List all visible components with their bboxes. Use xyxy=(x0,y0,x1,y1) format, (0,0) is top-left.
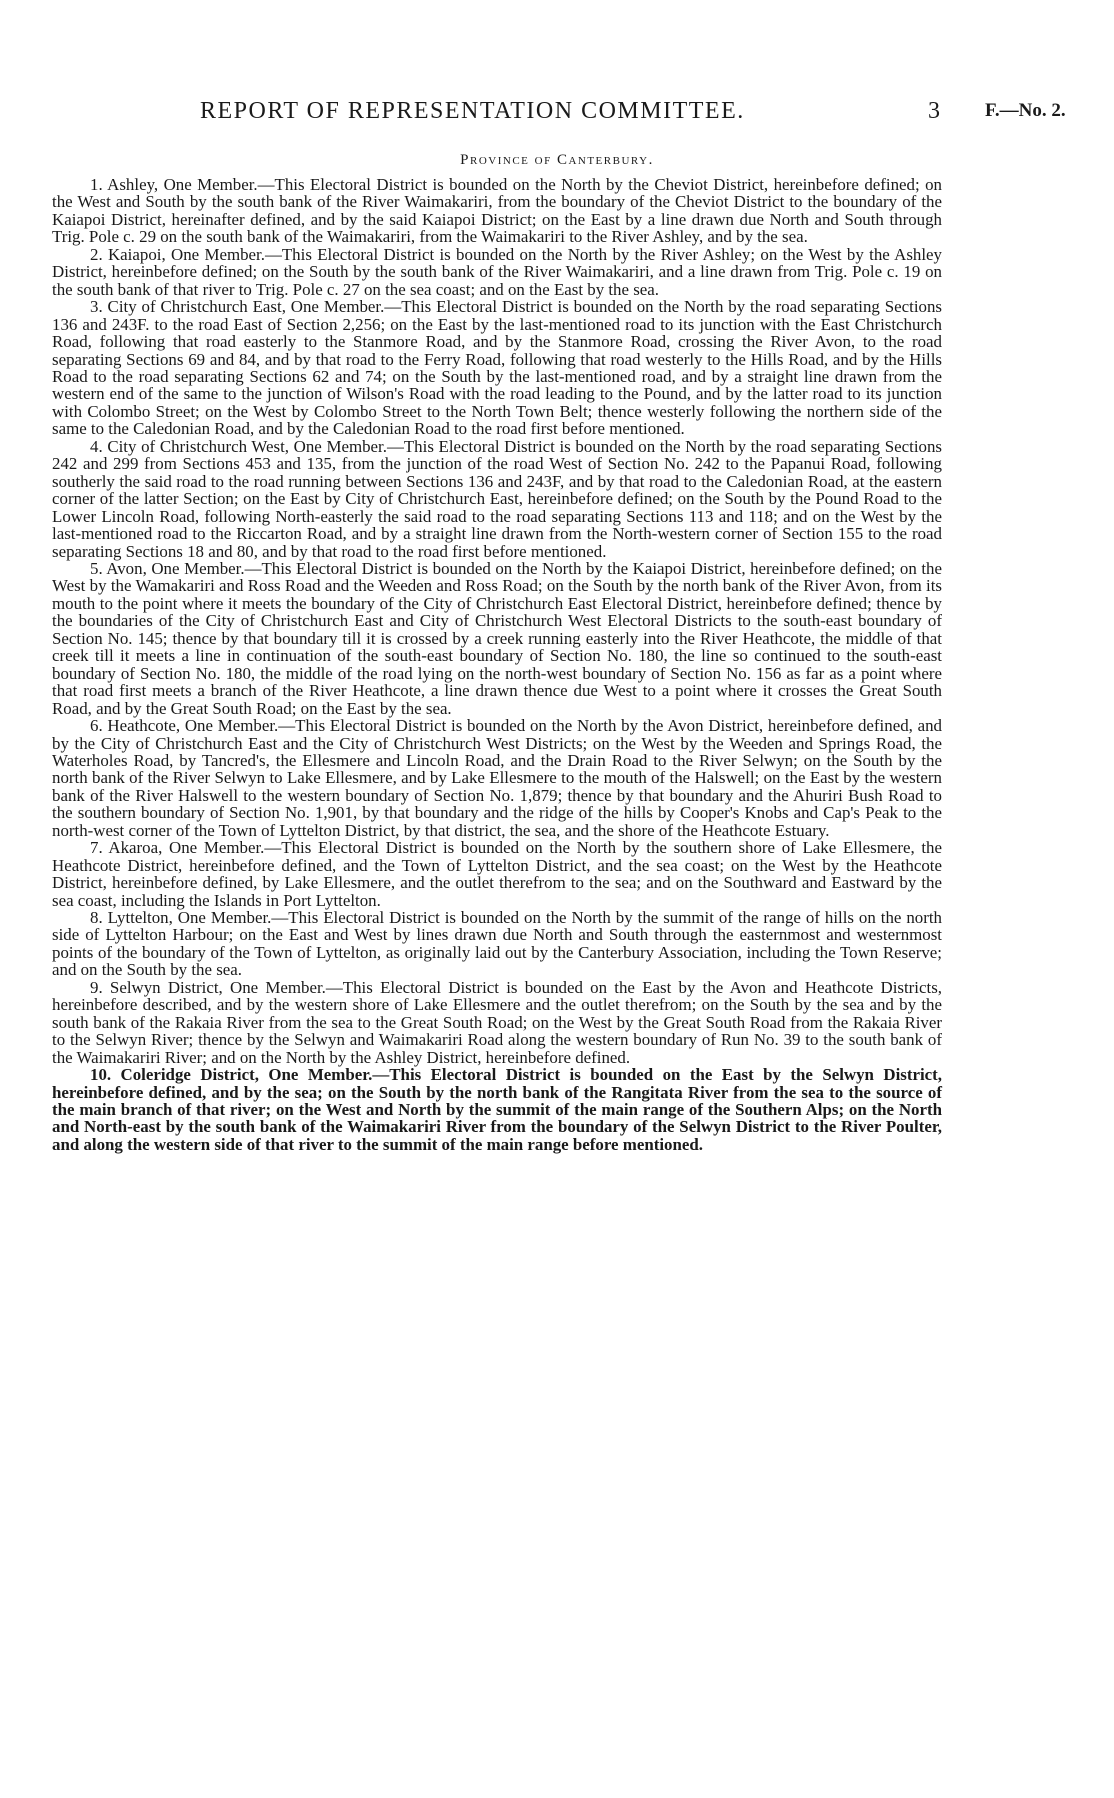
page-number: 3 xyxy=(928,98,940,124)
paragraph-akaroa: 7. Akaroa, One Member.—This Electoral District is bounded on the North by the southern shore of Lake Ellesmere, the Heathcote District, hereinbefore defined, and the Town of Lyttelton District, and the sea coast; on the West by the Heathcote District, hereinbefore defined, by Lake Ellesmere, and the outlet therefrom to the sea; and on the Southward and Eastward by the sea coast, including the Islands in Port Lyttelton. xyxy=(52,838,942,910)
paragraph-lyttelton: 8. Lyttelton, One Member.—This Electoral District is bounded on the North by the summit of the range of hills on the north side of Lyttelton Harbour; on the East and West by lines drawn due North and South through the easternmost and westernmost points of the boundary of the Town of Lyttelton, as originally laid out by the Canterbury Association, including the Town Reserve; and on the South by the sea. xyxy=(52,908,942,980)
paragraph-heathcote: 6. Heathcote, One Member.—This Electoral District is bounded on the North by the Avon District, hereinbefore defined, and by the City of Christchurch East and the City of Christchurch West Districts; on the West by the Weeden and Springs Road, the Waterholes Road, by Tancred's, the Ellesmere and Lincoln Road, and the Drain Road to the River Selwyn; on the South by the north bank of the River Selwyn to Lake Ellesmere, and by Lake Ellesmere to the mouth of the Halswell; on the East by the western bank of the River Halswell to the western boundary of Section No. 1,879; thence by that boundary and the Ahuriri Bush Road to the southern boundary of Section No. 1,901, by that boundary and the ridge of the hills by Cooper's Knobs and Cap's Peak to the north-west corner of the Town of Lyttelton District, by that district, the sea, and the shore of the Heathcote Estuary. xyxy=(52,716,942,840)
paragraph-selwyn: 9. Selwyn District, One Member.—This Electoral District is bounded on the East by the Avon and Heathcote Districts, hereinbefore described, and by the western shore of Lake Ellesmere and the outlet therefrom; on the South by the sea and by the south bank of the Rakaia River from the sea to the Great South Road; on the West by the Great South Road from the Rakaia River to the Selwyn River; thence by the Selwyn and Waimakariri Road along the western boundary of Run No. 39 to the south bank of the Waimakariri River; and on the North by the Ashley District, hereinbefore defined. xyxy=(52,977,942,1067)
report-title: REPORT OF REPRESENTATION COMMITTEE. xyxy=(200,98,745,124)
paragraph-christchurch-west: 4. City of Christchurch West, One Member.—This Electoral District is bounded on the North by the road separating Sections 242 and 299 from Sections 453 and 135, from the junction of the road West of Section No. 242 to the Papanui Road, following southerly the said road to the road running between Sections 136 and 243F, and by that road to the Caledonian Road, at the eastern corner of the latter Section; on the East by City of Christchurch East, hereinbefore defined; on the South by the Pound Road to the Lower Lincoln Road, following North-easterly the said road to the road separating Sections 113 and 118; and on the West by the last-mentioned road to the Riccarton Road, and by a straight line drawn from the North-western corner of Section 155 to the road separating Sections 18 and 80, and by that road to the road first before mentioned. xyxy=(52,436,942,561)
paragraph-coleridge: 10. Coleridge District, One Member.—This Electoral District is bounded on the East by the Selwyn District, hereinbefore defined, and by the sea; on the South by the north bank of the Rangitata River from the sea to the source of the main branch of that river; on the West and North by the summit of the main range of the Southern Alps; on the North and North-east by the south bank of the Waimakariri River from the boundary of the Selwyn District to the River Poulter, and along the western side of that river to the summit of the main range before mentioned. xyxy=(52,1065,942,1154)
page-header xyxy=(0,98,1114,128)
paragraph-christchurch-east: 3. City of Christchurch East, One Member.—This Electoral District is bounded on the North by the road separating Sections 136 and 243F. to the road East of Section 2,256; on the East by the last-mentioned road to its junction with the East Christchurch Road, following that road easterly to the Stanmore Road, and by the Stanmore Road, crossing the River Avon, to the road separating Sections 69 and 84, and by that road to the Ferry Road, following that road westerly to the Hills Road, and by the Hills Road to the road separating Sections 62 and 74; on the South by the last-mentioned road, and by a straight line drawn from the western end of the same to the junction of Wilson's Road with the road leading to the Pound, and by the latter road to its junction with Colombo Street; on the West by Colombo Street to the North Town Belt; thence westerly following the northern side of the same to the Caledonian Road, and by the Caledonian Road to the road first before mentioned. xyxy=(52,297,942,439)
section-heading: Province of Canterbury. xyxy=(460,152,654,168)
paragraph-ashley: 1. Ashley, One Member.—This Electoral District is bounded on the North by the Cheviot District, hereinbefore defined; on the West and South by the south bank of the River Waimakariri, from the boundary of the Cheviot District to the boundary of the Kaiapoi District, hereinafter defined, and by the said Kaiapoi District; on the East by a line drawn due North and South through Trig. Pole c. 29 on the south bank of the Waimakariri, from the Waimakariri to the River Ashley, and by the sea. xyxy=(52,175,942,247)
paragraph-kaiapoi: 2. Kaiapoi, One Member.—This Electoral District is bounded on the North by the River Ashley; on the West by the Ashley District, hereinbefore defined; on the South by the south bank of the River Waimakariri, and a line drawn from Trig. Pole c. 19 on the south bank of that river to Trig. Pole c. 27 on the sea coast; and on the East by the sea. xyxy=(52,244,942,299)
document-body xyxy=(52,176,942,1153)
paragraph-avon: 5. Avon, One Member.—This Electoral District is bounded on the North by the Kaiapoi District, hereinbefore defined; on the West by the Wamakariri and Ross Road and the Weeden and Ross Road; on the South by the north bank of the River Avon, from its mouth to the point where it meets the boundary of the City of Christchurch East Electoral District, hereinbefore defined; thence by the boundaries of the City of Christchurch East and City of Christchurch West Electoral Districts to the south-east boundary of Section No. 145; thence by that boundary till it is crossed by a creek running easterly into the River Heathcote, the middle of that creek till it meets a line in continuation of the south-east boundary of Section No. 180, the line so continued to the south-east boundary of Section No. 180, the middle of the road lying on the north-west boundary of Section No. 156 as far as a point where that road first meets a branch of the River Heathcote, a line drawn thence due West to a point where it crosses the Great South Road, and by the Great South Road; on the East by the sea. xyxy=(52,558,942,718)
document-reference: F.—No. 2. xyxy=(985,100,1066,121)
